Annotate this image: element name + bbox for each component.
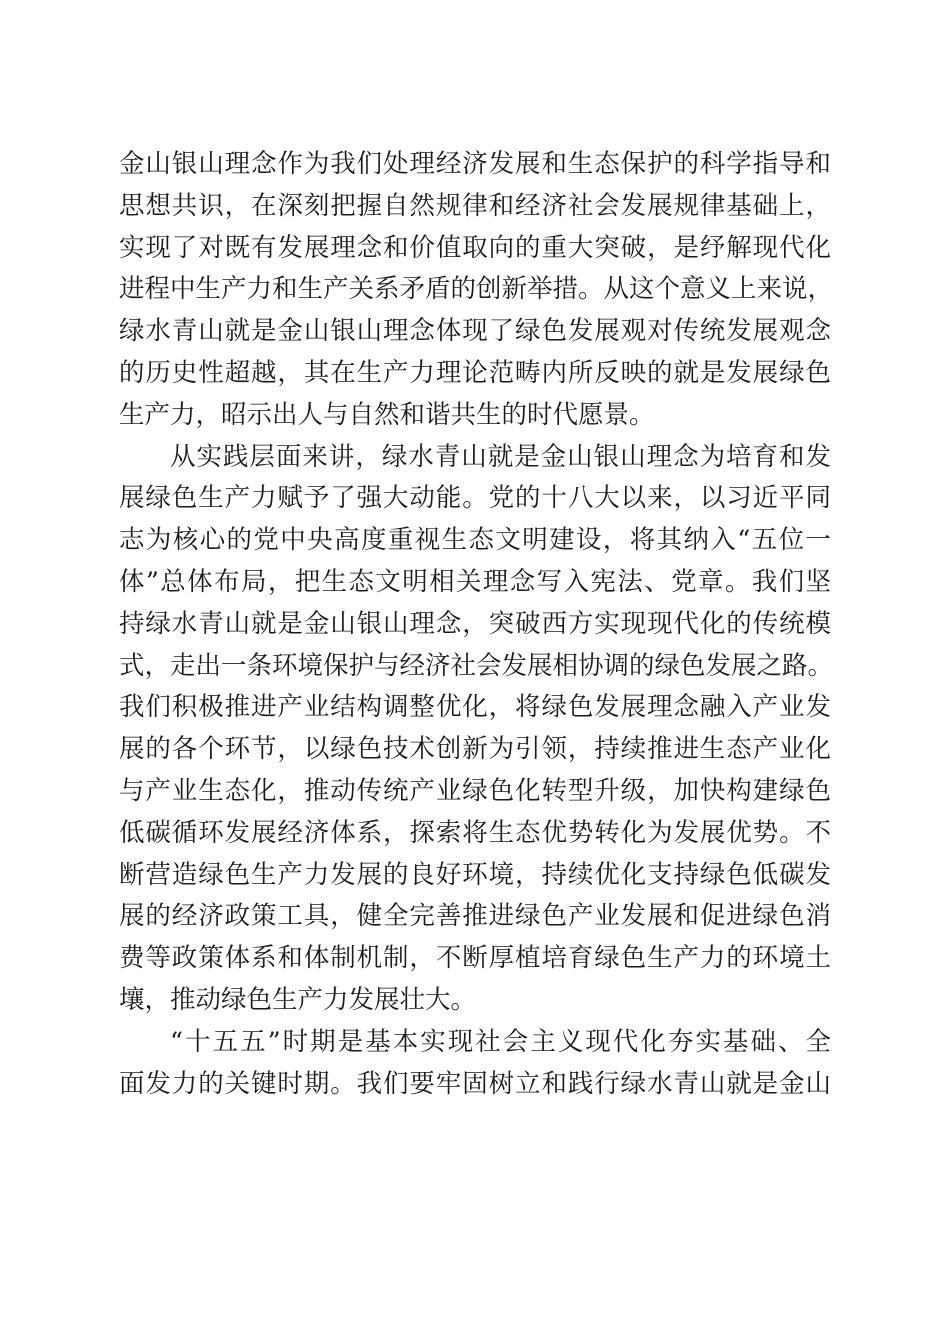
paragraph-line: “十五五”时期是基本实现社会主义现代化夯实基础、全 [170, 1026, 831, 1057]
paragraph-line: 我们积极推进产业结构调整优化，将绿色发展理念融入产业发 [119, 692, 831, 723]
paragraph-line: 壤，推动绿色生产力发展壮大。 [119, 984, 477, 1015]
paragraph-line: 的历史性超越，其在生产力理论范畴内所反映的就是发展绿色 [119, 357, 831, 388]
paragraph-line: 低碳循环发展经济体系，探索将生态优势转化为发展优势。不 [119, 817, 831, 848]
paragraph-line: 断营造绿色生产力发展的良好环境，持续优化支持绿色低碳发 [119, 859, 831, 890]
paragraph-line: 实现了对既有发展理念和价值取向的重大突破，是纾解现代化 [119, 232, 831, 263]
paragraph-line: 式，走出一条环境保护与经济社会发展相协调的绿色发展之路。 [119, 650, 834, 681]
paragraph-line: 体”总体布局，把生态文明相关理念写入宪法、党章。我们坚 [119, 566, 831, 597]
paragraph-line: 展的各个环节，以绿色技术创新为引领，持续推进生态产业化 [119, 734, 831, 765]
paragraph-line: 面发力的关键时期。我们要牢固树立和践行绿水青山就是金山 [119, 1068, 831, 1099]
paragraph-line: 金山银山理念作为我们处理经济发展和生态保护的科学指导和 [119, 149, 831, 179]
paragraph-line: 与产业生态化，推动传统产业绿色化转型升级，加快构建绿色 [119, 775, 831, 806]
paragraph-line: 思想共识，在深刻把握自然规律和经济社会发展规律基础上， [119, 190, 831, 221]
paragraph-2 [119, 437, 834, 1022]
document-body [119, 144, 834, 1105]
paragraph-1 [119, 144, 834, 437]
paragraph-line: 从实践层面来讲，绿水青山就是金山银山理念为培育和发 [170, 441, 831, 472]
paragraph-line: 展的经济政策工具，健全完善推进绿色产业发展和促进绿色消 [119, 901, 831, 932]
paragraph-line: 展绿色生产力赋予了强大动能。党的十八大以来，以习近平同 [119, 483, 831, 514]
paragraph-line: 绿水青山就是金山银山理念体现了绿色发展观对传统发展观念 [119, 316, 831, 347]
paragraph-line: 持绿水青山就是金山银山理念，突破西方实现现代化的传统模 [119, 608, 831, 639]
paragraph-line: 费等政策体系和体制机制，不断厚植培育绿色生产力的环境土 [119, 943, 831, 974]
paragraph-line: 生产力，昭示出人与自然和谐共生的时代愿景。 [119, 399, 655, 430]
paragraph-3 [119, 1022, 831, 1106]
paragraph-line: 志为核心的党中央高度重视生态文明建设，将其纳入“五位一 [119, 525, 831, 556]
paragraph-line: 进程中生产力和生产关系矛盾的创新举措。从这个意义上来说， [119, 274, 834, 305]
